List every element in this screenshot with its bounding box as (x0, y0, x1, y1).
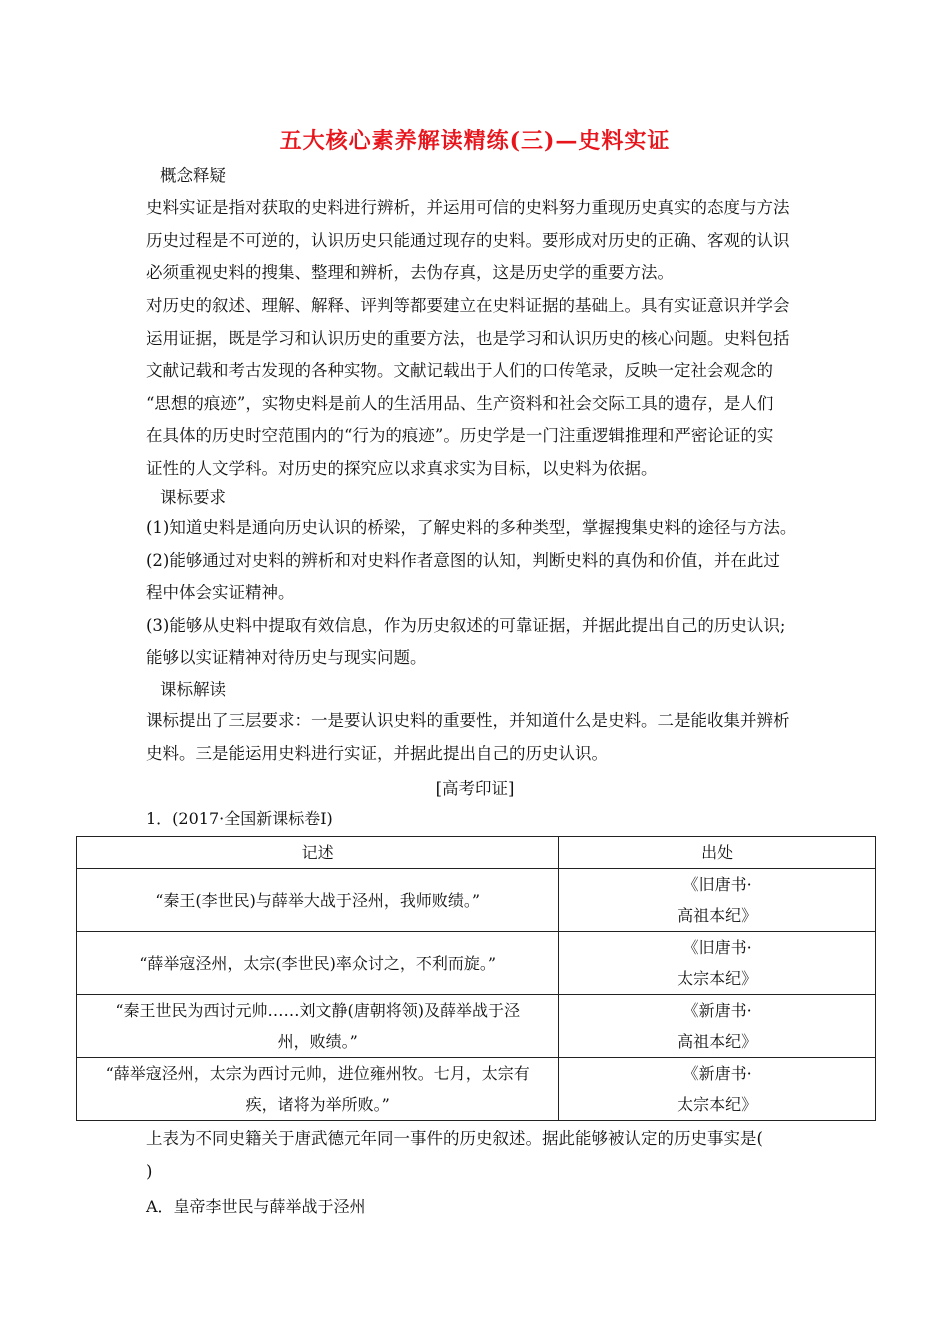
source-text: 高祖本纪》 (677, 1032, 758, 1051)
text-line: 上表为不同史籍关于唐武德元年同一事件的历史叙述。据此能够被认定的历史事实是( (146, 1129, 763, 1148)
source-cell (559, 995, 876, 1058)
section-heading-interpretation: 课标解读 (160, 680, 226, 699)
section-heading-requirements: 课标要求 (160, 488, 226, 507)
text-line: 证性的人文学科。对历史的探究应以求真求实为目标，以史料为依据。 (146, 458, 658, 478)
interpretation-paragraph (146, 705, 811, 770)
concept-paragraph-2 (146, 290, 811, 485)
text-line: 史料。三是能运用史料进行实证，并据此提出自己的历史认识。 (146, 743, 608, 763)
text-line: ) (146, 1161, 153, 1181)
text-line: 史料实证是指对获取的史料进行辨析，并运用可信的史料努力重现历史真实的态度与方法 (146, 198, 790, 217)
text-line: 能够以实证精神对待历史与现实问题。 (146, 648, 427, 667)
page-title: 五大核心素养解读精练(三)—史料实证 (279, 128, 671, 154)
source-cell (559, 932, 876, 995)
text-line: 程中体会实证精神。 (146, 583, 295, 602)
source-text: 太宗本纪》 (677, 1095, 758, 1114)
record-cell (77, 869, 559, 932)
table-header-row (77, 837, 876, 869)
record-text: “薛举寇泾州，太宗(李世民)率众讨之，不利而旋。” (139, 953, 497, 973)
record-text: “秦王(李世民)与薛举大战于泾州，我师败绩。” (155, 890, 481, 910)
record-cell (77, 1058, 559, 1121)
question-stem (146, 1123, 811, 1188)
option-a[interactable]: A．皇帝李世民与薛举战于泾州 (146, 1197, 366, 1216)
text-line: 运用证据，既是学习和认识历史的重要方法，也是学习和认识历史的核心问题。史料包括 (146, 328, 790, 348)
text-line: (2)能够通过对史料的辨析和对史料作者意图的认知，判断史料的真伪和价值，并在此过 (146, 550, 780, 570)
text-line: 在具体的历史时空范围内的“行为的痕迹”。历史学是一门注重逻辑推理和严密论证的实 (146, 426, 774, 445)
record-cell (77, 932, 559, 995)
source-text: 《旧唐书· (682, 875, 752, 894)
source-cell (559, 869, 876, 932)
requirements-list (146, 512, 811, 675)
record-text: “薛举寇泾州，太宗为西讨元帅，进位雍州牧。七月，太宗有 (105, 1064, 530, 1083)
text-line: (1)知道史料是通向历史认识的桥梁，了解史料的多种类型，掌握搜集史料的途径与方法。 (146, 518, 797, 537)
text-line: 对历史的叙述、理解、解释、评判等都要建立在史料证据的基础上。具有实证意识并学会 (146, 296, 790, 315)
table-row (77, 869, 876, 932)
header-record: 记述 (77, 837, 559, 869)
source-text: 《新唐书· (682, 1001, 752, 1020)
record-text: 州，败绩。” (277, 1032, 358, 1051)
record-text: “秦王世民为西讨元帅……刘文静(唐朝将领)及薛举战于泾 (115, 1001, 521, 1020)
source-table (76, 836, 876, 1121)
source-text: 高祖本纪》 (677, 906, 758, 925)
section-heading-concept: 概念释疑 (160, 166, 226, 185)
record-cell (77, 995, 559, 1058)
header-source: 出处 (559, 837, 876, 869)
table-row (77, 932, 876, 995)
question-number-source: 1．(2017·全国新课标卷Ⅰ) (146, 809, 333, 828)
source-text: 《新唐书· (682, 1064, 752, 1083)
source-cell (559, 1058, 876, 1121)
table-row (77, 1058, 876, 1121)
table-row (77, 995, 876, 1058)
text-line: 必须重视史料的搜集、整理和辨析，去伪存真，这是历史学的重要方法。 (146, 263, 674, 282)
text-line: 文献记载和考古发现的各种实物。文献记载出于人们的口传笔录，反映一定社会观念的 (146, 361, 773, 380)
text-line: “思想的痕迹”，实物史料是前人的生活用品、生产资料和社会交际工具的遗存，是人们 (146, 393, 774, 413)
exam-evidence-label: [高考印证] (435, 779, 515, 798)
source-text: 《旧唐书· (682, 938, 752, 957)
concept-paragraph-1 (146, 192, 811, 290)
text-line: 课标提出了三层要求：一是要认识史料的重要性，并知道什么是史料。二是能收集并辨析 (146, 711, 790, 730)
source-text: 太宗本纪》 (677, 969, 758, 988)
text-line: 历史过程是不可逆的，认识历史只能通过现存的史料。要形成对历史的正确、客观的认识 (146, 230, 790, 250)
record-text: 疾，诸将为举所败。” (245, 1095, 390, 1114)
text-line: (3)能够从史料中提取有效信息，作为历史叙述的可靠证据，并据此提出自己的历史认识; (146, 615, 786, 635)
